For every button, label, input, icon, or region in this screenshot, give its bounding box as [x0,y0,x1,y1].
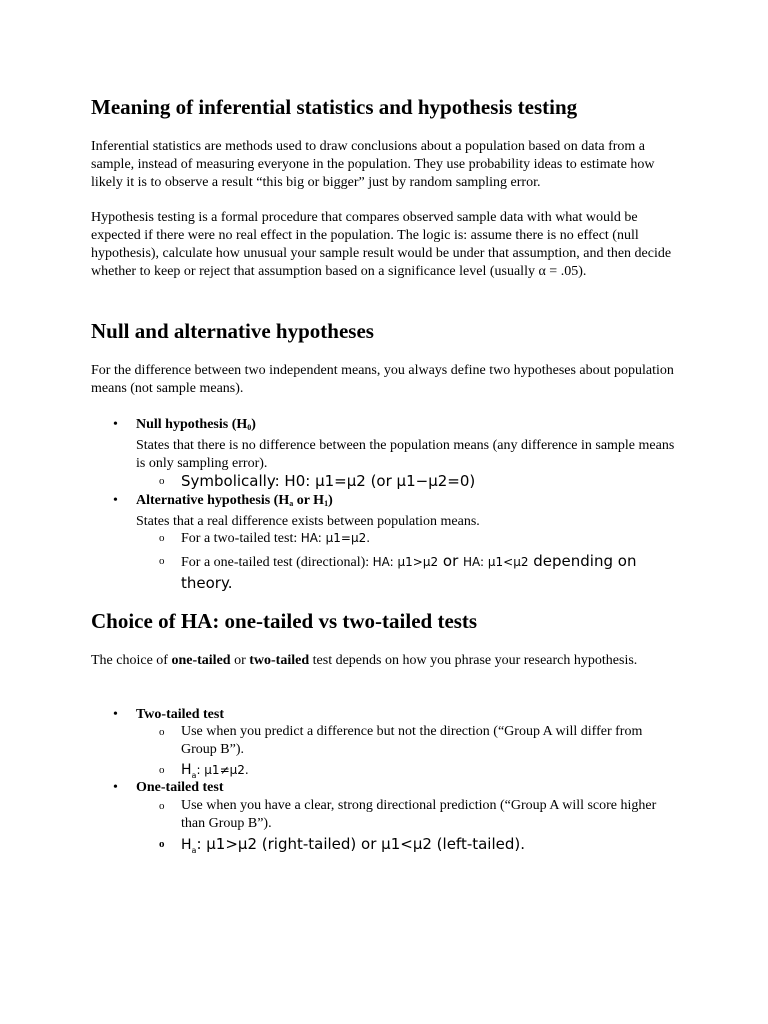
list-item-one-tailed-formula: o For a one-tailed test (directional): HA: μ1>μ2 or HA: μ1<μ2 depending on theory. [159,552,637,592]
two-tailed-ha-formula: $H_a$: μ1≠μ2. [181,762,249,780]
list-item-null-hypothesis [113,416,681,473]
two-tailed-use-text: Use when you predict a difference but not the direction (“Group A will differ from Group B”). [181,724,643,757]
null-hypothesis-description: States that there is no difference between the population means (any difference in sample means is only sampling error). [136,438,675,471]
heading-null-alternative: Null and alternative hypotheses [91,319,374,343]
sub-bullet: o [159,532,165,544]
list-item-two-tailed-formula: o For a two-tailed test: HA: μ1=μ2. [159,531,371,546]
bullet: • [113,707,118,722]
sub-bullet: o [159,800,165,812]
paragraph-two-hypotheses: For the difference between two independent means, you always define two hypotheses about population means (not sample means). [91,363,674,396]
list-item-two-tailed-test [113,706,681,724]
paragraph-hypothesis-testing: Hypothesis testing is a formal procedure that compares observed sample data with what would be expected if there were no real effect in the population. The logic is: assume there is no effect (null hypothesis), calculate how unusual your sample result would be under that assumption, and then decide whether to keep or reject that assumption based on a significance level (usually α = .05). [91,210,672,279]
two-tailed-title: Two-tailed test [136,707,224,722]
alternative-hypothesis-title: Alternative hypothesis ($H_a$ or $H_1$) [136,493,333,508]
list-item-null-symbol [159,472,681,492]
null-symbol-text: Symbolically: H0: μ1=μ2 (or μ1−μ2=0) [181,472,476,490]
list-item-one-tailed-use [159,797,681,833]
paragraph-inferential-definition: Inferential statistics are methods used to draw conclusions about a population based on data from a sample, instead of measuring everyone in the population. They use probability ideas to estimate how likely it is to observe a result “this big or bigger” just by random sampling error. [91,139,655,190]
bullet: • [113,417,118,432]
bullet: • [113,493,118,508]
one-tailed-use-text: Use when you have a clear, strong directional prediction (“Group A will score higher than Group B”). [181,798,657,831]
null-hypothesis-title: Null hypothesis $(H_0)$ [136,417,256,432]
list-item-one-tailed-ha [159,835,681,860]
one-tailed-title: One-tailed test [136,780,224,795]
paragraph-choice: The choice of one-tailed or two-tailed test depends on how you phrase your research hypothesis. [91,653,638,668]
one-tailed-ha-formula: $H_a$: μ1>μ2 (right-tailed) or μ1<μ2 (left-tailed). [181,835,526,855]
list-item-alternative-hypothesis [113,492,681,531]
sub-bullet: o [159,838,165,850]
list-item-one-tailed-test [113,779,681,797]
heading-inferential-statistics: Meaning of inferential statistics and hypothesis testing [91,95,578,119]
heading-choice-of-ha: Choice of HA: one-tailed vs two-tailed tests [91,609,478,633]
alternative-hypothesis-description: States that a real difference exists between population means. [136,514,480,529]
sub-bullet: o [159,726,165,738]
bullet: • [113,780,118,795]
sub-bullet: o [159,764,165,776]
two-tailed-formula: HA: μ1=μ2. [300,531,371,545]
sub-bullet: o [159,555,165,567]
list-item-two-tailed-use [159,723,681,759]
sub-bullet: o [159,475,165,487]
